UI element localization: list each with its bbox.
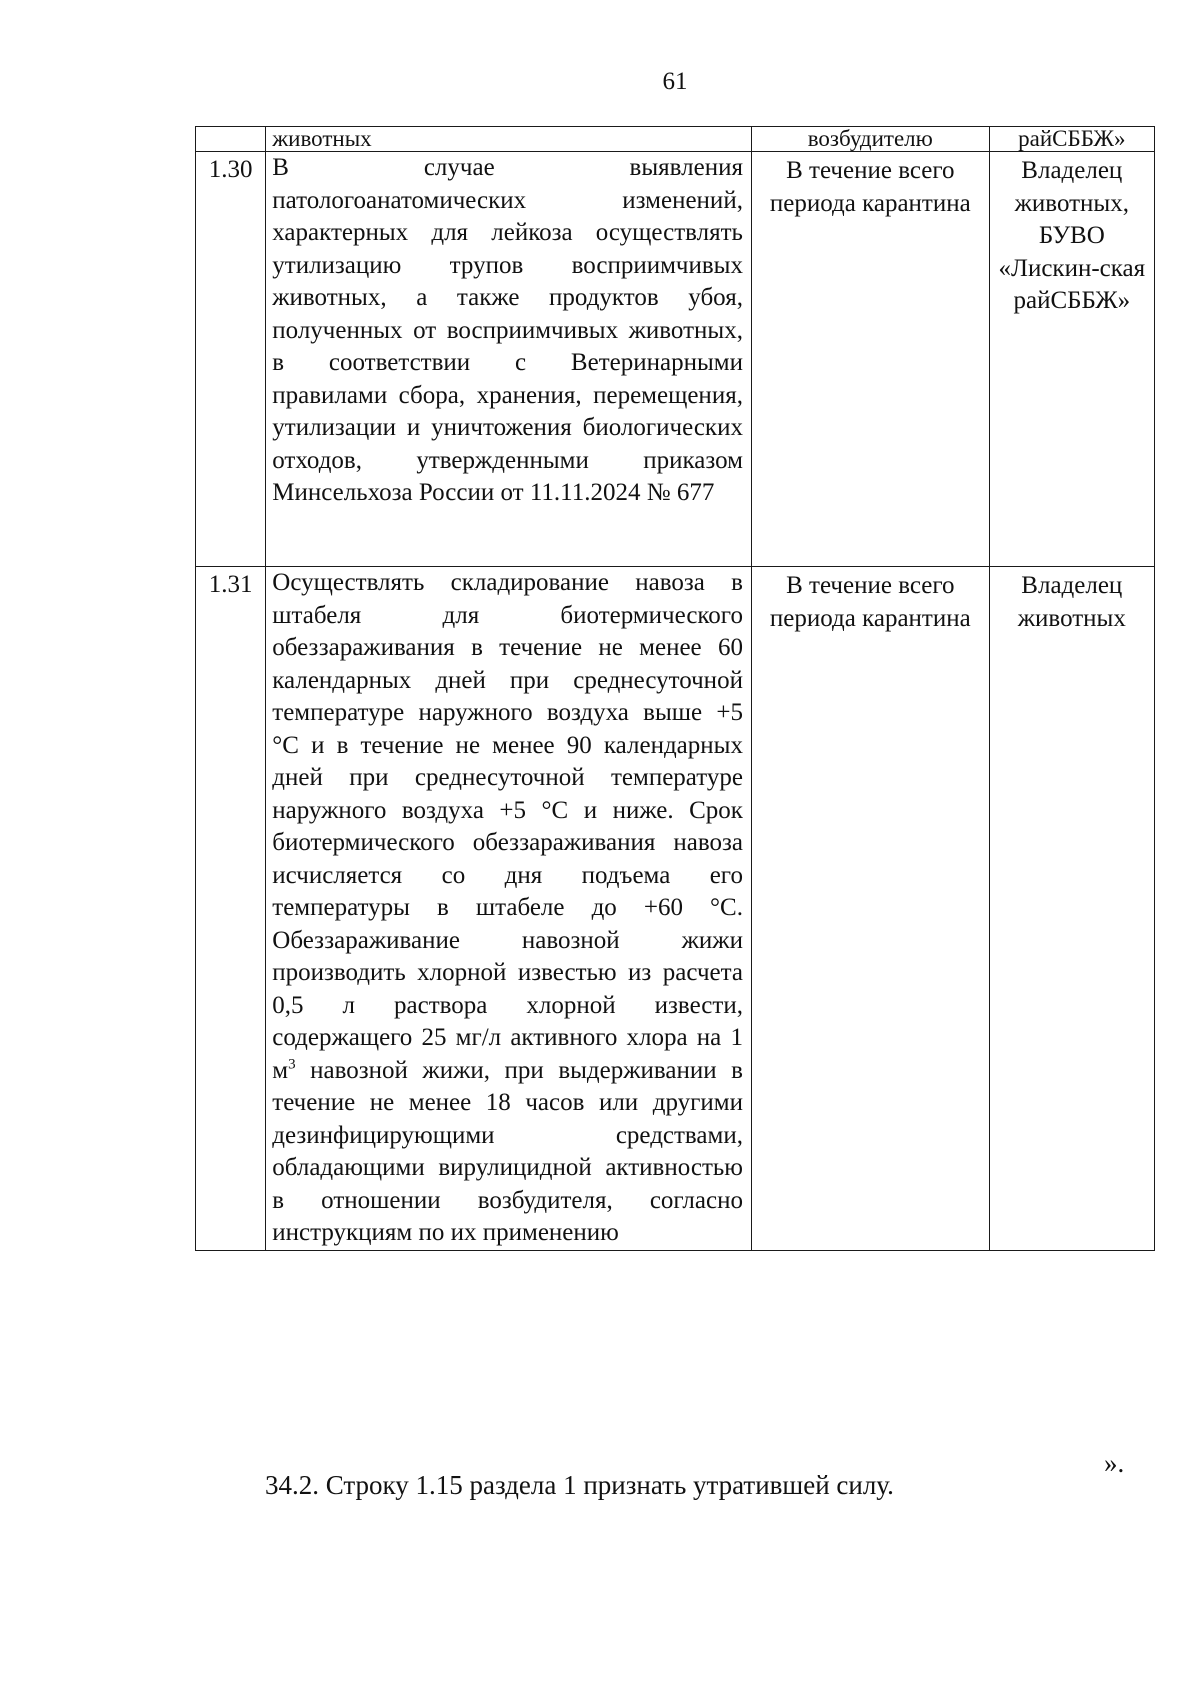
responsible-cell: Владелец животных [989, 567, 1154, 1251]
footer-paragraph: 34.2. Строку 1.15 раздела 1 признать утратившей силу. [265, 1470, 894, 1500]
table-row-continued [196, 127, 1155, 152]
table-row [196, 152, 1155, 567]
row-number-cell [196, 127, 266, 152]
measure-text-cell: животных [266, 127, 752, 152]
measure-text-part: Осуществлять складирование навоза в штабеля для биотермического обеззараживания в течение не менее 60 календарных дней при среднесуточной температуре наружного воздуха выше +5 °С и в течение не менее 90 календарных дней при среднесуточной температуре наружного воздуха +5 °С и ниже. Срок биотермического обеззараживания навоза исчисляется со дня подъема его температуры в штабеле до +60 °С. Обеззараживание навозной жижи производить хлорной известью из расчета 0,5 л раствора хлорной извести, содержащего 25 мг/л активного хлора на 1 м [272, 569, 743, 1084]
closing-quote: ». [1104, 1448, 1125, 1478]
measure-text-part: навозной жижи, при выдерживании в течение не менее 18 часов или другими дезинфицирующими средствами, обладающими вирулицидной активностью в отношении возбудителя, согласно инструкциям по их применению [272, 1056, 743, 1246]
measure-text-cell [266, 567, 752, 1251]
table-row [196, 567, 1155, 1251]
superscript: 3 [288, 1056, 296, 1073]
measures-table [195, 126, 1155, 1251]
responsible-cell: райСББЖ» [989, 127, 1154, 152]
measure-text-cell: В случае выявления патологоанатомических изменений, характерных для лейкоза осуществлять утилизацию трупов восприимчивых животных, а также продуктов убоя, полученных от восприимчивых животных, в соответствии с Ветеринарными правилами сбора, хранения, перемещения, утилизации и уничтожения биологических отходов, утвержденными приказом Минсельхоза России от 11.11.2024 № 677 [266, 152, 752, 567]
term-cell: возбудителю [751, 127, 989, 152]
term-cell: В течение всего периода карантина [751, 152, 989, 567]
term-cell: В течение всего периода карантина [751, 567, 989, 1251]
responsible-cell: Владелец животных, БУВО «Лискин-ская райСББЖ» [989, 152, 1154, 567]
page-number: 61 [662, 68, 688, 95]
row-number-cell: 1.31 [196, 567, 266, 1251]
row-number-cell: 1.30 [196, 152, 266, 567]
